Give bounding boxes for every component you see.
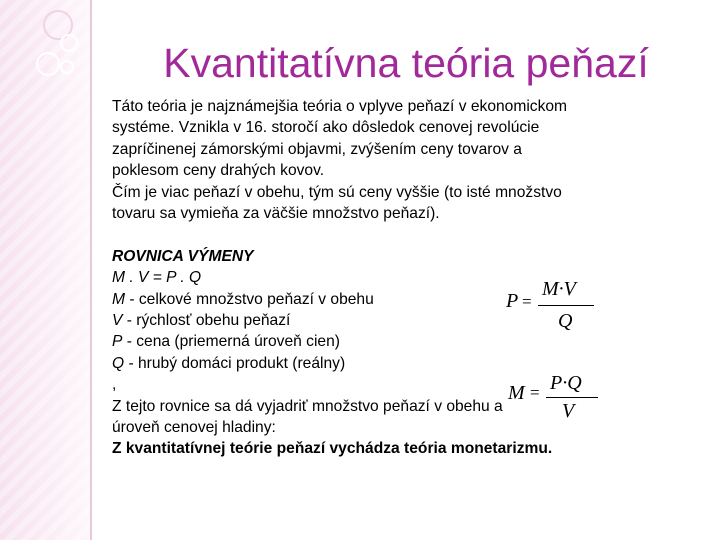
exchange-equation: M . V = P . Q	[112, 269, 202, 287]
definition-symbol: P	[112, 333, 123, 351]
intro-line: poklesom ceny drahých kovov.	[112, 162, 325, 180]
decorative-ring-icon	[60, 60, 74, 74]
definition-text: - cena (priemerná úroveň cien)	[122, 333, 340, 351]
formula-denominator: Q	[558, 310, 573, 332]
formula-numerator: M·V	[542, 278, 576, 300]
intro-line: tovaru sa vymieňa za väčšie množstvo peňazí).	[112, 205, 440, 223]
definition-symbol: Q	[112, 354, 125, 372]
definition-symbol: M	[112, 290, 125, 308]
spacer	[112, 224, 672, 245]
formula-equals: =	[522, 292, 532, 311]
formula-lhs: P	[506, 290, 519, 312]
intro-line: Čím je viac peňazí v obehu, tým sú ceny vyššie (to isté množstvo	[112, 183, 562, 201]
fraction-bar	[538, 305, 594, 306]
definition-text: - rýchlosť obehu peňazí	[122, 312, 291, 330]
equation-heading: ROVNICA VÝMENY	[112, 247, 254, 265]
definition-text: - hrubý domáci produkt (reálny)	[124, 354, 346, 372]
formula-lhs: M	[508, 382, 525, 404]
definition-symbol: V	[112, 312, 123, 330]
tail-line: úroveň cenovej hladiny:	[112, 419, 276, 437]
formula-numerator: P·Q	[550, 372, 582, 394]
comma-line: ,	[112, 376, 117, 394]
conclusion-line: Z kvantitatívnej teórie peňazí vychádza teória monetarizmu.	[112, 440, 553, 458]
definition-text: - celkové množstvo peňazí v obehu	[125, 290, 374, 308]
slide-title: Kvantitatívna teória peňazí	[163, 40, 649, 86]
intro-line: Táto teória je najznámejšia teória o vplyve peňazí v ekonomickom	[112, 98, 568, 115]
formula-equals: =	[530, 383, 540, 402]
fraction-bar	[546, 397, 598, 398]
decorative-ring-icon	[60, 34, 78, 52]
price-formula	[502, 278, 600, 340]
money-formula	[504, 372, 600, 432]
intro-line: zapríčinenej zámorskými objavmi, zvýšením ceny tovarov a	[112, 140, 522, 158]
intro-line: systéme. Vznikla v 16. storočí ako dôsledok cenovej revolúcie	[112, 119, 540, 137]
decorative-ring-icon	[36, 52, 60, 76]
tail-line: Z tejto rovnice sa dá vyjadriť množstvo peňazí v obehu a	[112, 397, 503, 415]
formula-denominator: V	[562, 400, 575, 422]
decorative-side-band	[0, 0, 92, 540]
